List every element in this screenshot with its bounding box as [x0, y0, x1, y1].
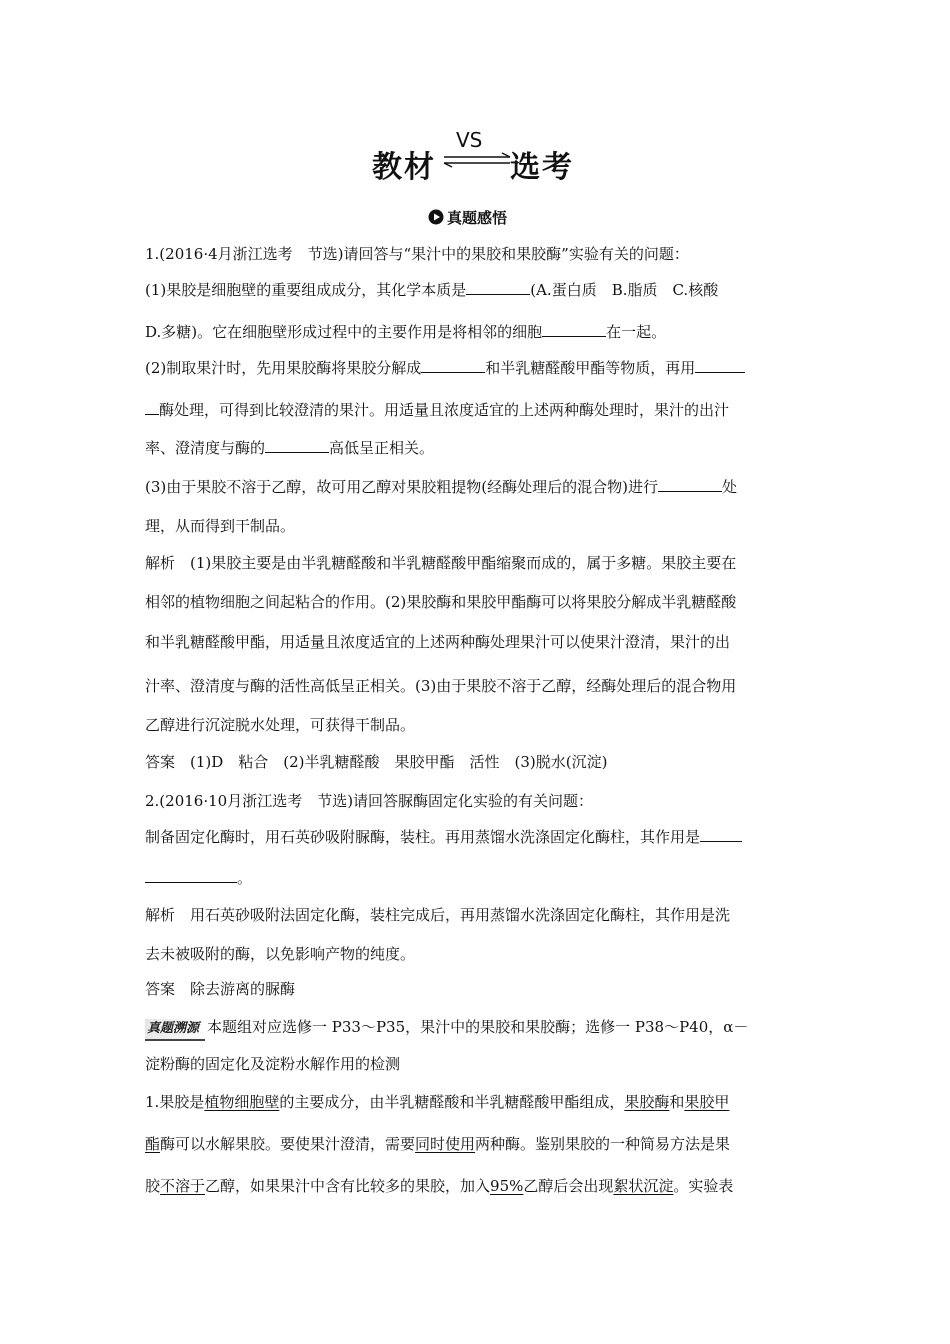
text-segment: 和 — [669, 1093, 685, 1111]
text-segment: 乙醇，如果果汁中含有比较多的果胶，加入 — [205, 1177, 491, 1195]
q2-line1 — [145, 827, 742, 847]
text-segment: 本题组对应选修一 P33～P35，果汁中的果胶和果胶酶；选修一 P38～P40，α－ — [207, 1018, 749, 1036]
key-term: 果胶甲 — [684, 1093, 730, 1111]
answer1: 答案 (1)D 粘合 (2)半乳糖醛酸 果胶甲酯 活性 (3)脱水(沉淀) — [145, 753, 608, 771]
key-term: 不溶于 — [160, 1177, 206, 1195]
title-left: 教材 — [372, 150, 436, 185]
page-title — [372, 128, 582, 185]
answer-blank[interactable] — [421, 358, 485, 373]
q2-intro: 2.(2016·10月浙江选考 节选)请回答脲酶固定化实验的有关问题： — [145, 792, 594, 810]
source-badge: 真题溯源 — [145, 1019, 205, 1041]
text-segment: 酶可以水解果胶。要使果汁澄清，需要 — [160, 1135, 416, 1153]
text-segment: 率、澄清度与酶的 — [145, 439, 266, 457]
q2-line2 — [145, 868, 252, 888]
q1-part1-line2 — [145, 322, 666, 342]
answer-blank[interactable] — [145, 400, 159, 415]
analysis2-line2: 去未被吸附的酶，以免影响产物的纯度。 — [145, 945, 416, 963]
title-vs: VS — [456, 128, 483, 152]
answer-blank[interactable] — [145, 868, 237, 883]
answer-blank[interactable] — [658, 477, 722, 492]
text-segment: 制备固定化酶时，用石英砂吸附脲酶，装柱。再用蒸馏水洗涤固定化酶柱，其作用是 — [145, 828, 701, 846]
answer2: 答案 除去游离的脲酶 — [145, 980, 296, 998]
text-segment: 胶 — [145, 1177, 161, 1195]
key-term: 果胶酶 — [624, 1093, 670, 1111]
answer-blank[interactable] — [466, 280, 530, 295]
q1-intro: 1.(2016·4月浙江选考 节选)请回答与“果汁中的果胶和果胶酶”实验有关的问题： — [145, 245, 689, 263]
q1-part2-line2 — [145, 400, 729, 420]
text-segment: D.多糖)。它在细胞壁形成过程中的主要作用是将相邻的细胞 — [145, 323, 543, 341]
q1-part1-line1 — [145, 280, 718, 300]
q1-part3-line1 — [145, 477, 737, 497]
section-label — [428, 206, 507, 228]
text-segment: 处 — [721, 478, 737, 496]
key-term: 酯 — [145, 1135, 161, 1153]
key-term: 植物细胞壁 — [204, 1093, 280, 1111]
q1-part3-line2: 理，从而得到干制品。 — [145, 517, 296, 535]
text-segment: 乙醇后会出现 — [523, 1177, 614, 1195]
text-segment: (1)果胶是细胞壁的重要组成成分，其化学本质是 — [145, 281, 467, 299]
text-segment: 1.果胶是 — [145, 1093, 205, 1111]
answer-blank[interactable] — [695, 358, 745, 373]
summary-line2 — [145, 1134, 730, 1154]
analysis2-line1: 解析 用石英砂吸附法固定化酶，装柱完成后，再用蒸馏水洗涤固定化酶柱，其作用是洗 — [145, 906, 731, 924]
answer-blank[interactable] — [542, 322, 606, 337]
text-segment: 两种酶。鉴别果胶的一种简易方法是果 — [475, 1135, 731, 1153]
text-segment: (A.蛋白质 B.脂质 C.核酸 — [530, 281, 719, 299]
play-icon — [428, 209, 444, 225]
text-segment: 高低呈正相关。 — [329, 439, 435, 457]
text-segment: 。 — [237, 869, 253, 887]
summary-line1 — [145, 1092, 729, 1112]
answer-blank[interactable] — [265, 438, 329, 453]
title-right: 选考 — [510, 150, 574, 185]
key-term: 絮状沉淀 — [613, 1177, 674, 1195]
text-segment: 和半乳糖醛酸甲酯等物质，再用 — [485, 359, 696, 377]
key-term: 95% — [490, 1177, 524, 1195]
source-note-line1 — [145, 1017, 748, 1041]
text-segment: 。实验表 — [673, 1177, 734, 1195]
text-segment: (3)由于果胶不溶于乙醇，故可用乙醇对果胶粗提物(经酶处理后的混合物)进行 — [145, 478, 658, 496]
text-segment: 的主要成分，由半乳糖醛酸和半乳糖醛酸甲酯组成， — [279, 1093, 625, 1111]
double-arrow-icon — [442, 152, 512, 168]
q1-part2-line3 — [145, 438, 434, 458]
analysis1-line2: 相邻的植物细胞之间起粘合的作用。(2)果胶酶和果胶甲酯酶可以将果胶分解成半乳糖醛酸 — [145, 593, 737, 611]
text-segment: (2)制取果汁时，先用果胶酶将果胶分解成 — [145, 359, 422, 377]
analysis1-line3: 和半乳糖醛酸甲酯，用适量且浓度适宜的上述两种酶处理果汁可以使果汁澄清，果汁的出 — [145, 633, 731, 651]
text-segment: 酶处理，可得到比较澄清的果汁。用适量且浓度适宜的上述两种酶处理时，果汁的出汁 — [159, 401, 730, 419]
analysis1-line4: 汁率、澄清度与酶的活性高低呈正相关。(3)由于果胶不溶于乙醇，经酶处理后的混合物用 — [145, 677, 737, 695]
summary-line3 — [145, 1176, 733, 1196]
analysis1-line1: 解析 (1)果胶主要是由半乳糖醛酸和半乳糖醛酸甲酯缩聚而成的，属于多糖。果胶主要在 — [145, 554, 737, 572]
answer-blank[interactable] — [700, 827, 742, 842]
source-note-line2: 淀粉酶的固定化及淀粉水解作用的检测 — [145, 1055, 401, 1073]
text-segment: 在一起。 — [606, 323, 667, 341]
section-label-text: 真题感悟 — [447, 208, 508, 227]
key-term: 同时使用 — [415, 1135, 476, 1153]
analysis1-line5: 乙醇进行沉淀脱水处理，可获得干制品。 — [145, 716, 416, 734]
q1-part2-line1 — [145, 358, 745, 378]
